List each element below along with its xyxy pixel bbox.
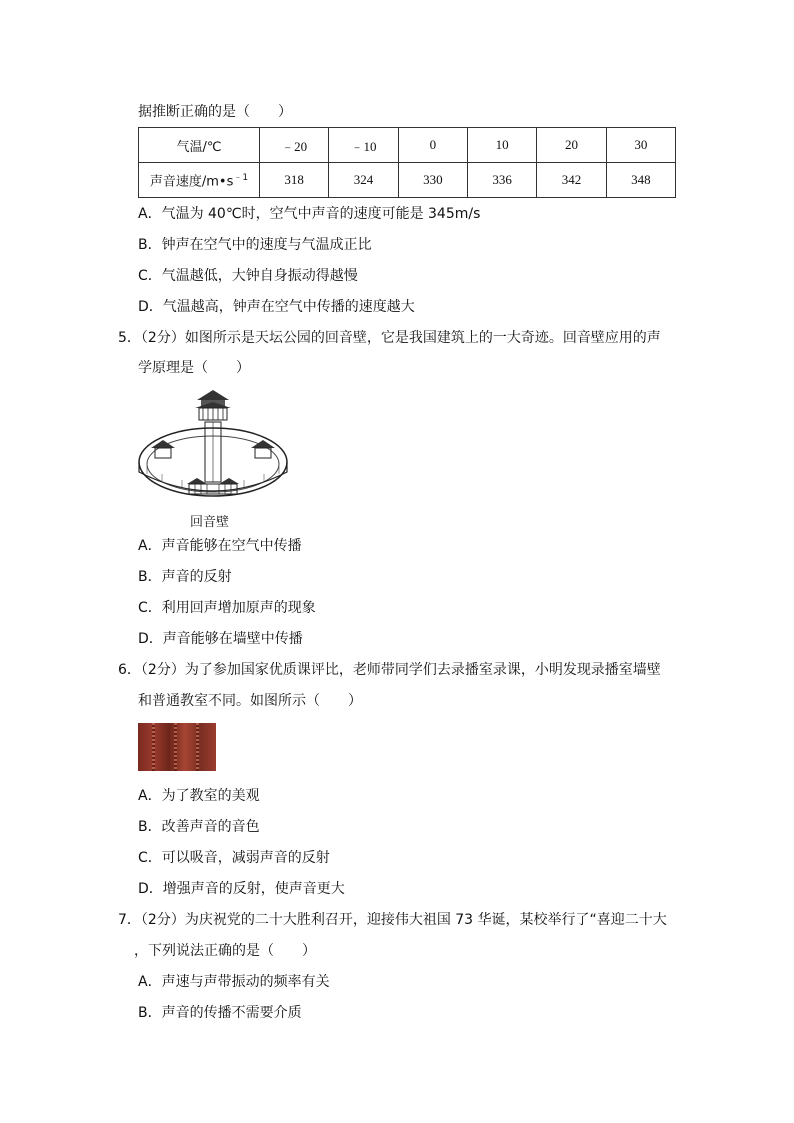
q6-stem-line2: 和普通教室不同。如图所示（ ） — [138, 693, 362, 709]
q4-option-b: B．钟声在空气中的速度与气温成正比 — [138, 237, 372, 253]
q7-option-b: B．声音的传播不需要介质 — [138, 1005, 302, 1021]
q5-option-b: B．声音的反射 — [138, 569, 232, 585]
table-cell: 324 — [329, 163, 398, 198]
wall-stripe — [196, 723, 199, 771]
table-header-temperature: 气温/℃ — [139, 128, 260, 163]
table-header-speed — [139, 163, 260, 198]
q6-option-d: D．增强声音的反射，使声音更大 — [138, 881, 345, 897]
q5-stem-line2: 学原理是（ ） — [138, 360, 250, 376]
table-cell: 342 — [537, 163, 606, 198]
table-cell: 10 — [467, 128, 536, 163]
q5-option-c: C．利用回声增加原声的现象 — [138, 600, 316, 616]
q5-option-a: A．声音能够在空气中传播 — [138, 538, 302, 554]
table-cell: 0 — [398, 128, 467, 163]
q4-option-d: D．气温越高，钟声在空气中传播的速度越大 — [138, 299, 415, 315]
q4-stem-tail: 据推断正确的是（ ） — [138, 104, 292, 120]
table-cell: 20 — [537, 128, 606, 163]
q5-stem-line1: 5．（2分）如图所示是天坛公园的回音壁，它是我国建筑上的一大奇迹。回音壁应用的声 — [118, 330, 661, 346]
speed-unit-label: 声音速度/m•s — [149, 174, 234, 190]
q6-option-c: C．可以吸音，减弱声音的反射 — [138, 850, 330, 866]
echo-wall-figure — [137, 386, 289, 512]
q6-option-a: A．为了教室的美观 — [138, 788, 260, 804]
table-cell: ﹣20 — [260, 128, 329, 163]
speed-unit-exponent: ﹣1 — [233, 173, 249, 184]
temperature-speed-table — [138, 127, 676, 198]
table-cell: 318 — [260, 163, 329, 198]
wall-stripe — [174, 723, 177, 771]
table-row-speed — [139, 163, 676, 198]
q4-option-c: C．气温越低，大钟自身振动得越慢 — [138, 268, 358, 284]
q7-stem-line1: 7．（2分）为庆祝党的二十大胜利召开，迎接伟大祖国 73 华诞，某校举行了“喜迎二十大 — [118, 912, 667, 928]
q5-option-d: D．声音能够在墙壁中传播 — [138, 631, 303, 647]
table-cell: 30 — [606, 128, 675, 163]
echo-wall-caption: 回音壁 — [190, 515, 230, 530]
q6-stem-line1: 6．（2分）为了参加国家优质课评比，老师带同学们去录播室录课，小明发现录播室墙壁 — [118, 662, 661, 678]
q4-option-a: A．气温为 40℃时，空气中声音的速度可能是 345m/s — [138, 206, 481, 222]
studio-wall-photo — [138, 723, 216, 771]
table-cell: 330 — [398, 163, 467, 198]
q7-option-a: A．声速与声带振动的频率有关 — [138, 974, 330, 990]
table-row-temperature — [139, 128, 676, 163]
wall-stripe — [152, 723, 155, 771]
table-cell: 348 — [606, 163, 675, 198]
q7-stem-line2: ，下列说法正确的是（ ） — [134, 943, 316, 959]
table-cell: 336 — [467, 163, 536, 198]
q6-option-b: B．改善声音的音色 — [138, 819, 260, 835]
table-cell: ﹣10 — [329, 128, 398, 163]
